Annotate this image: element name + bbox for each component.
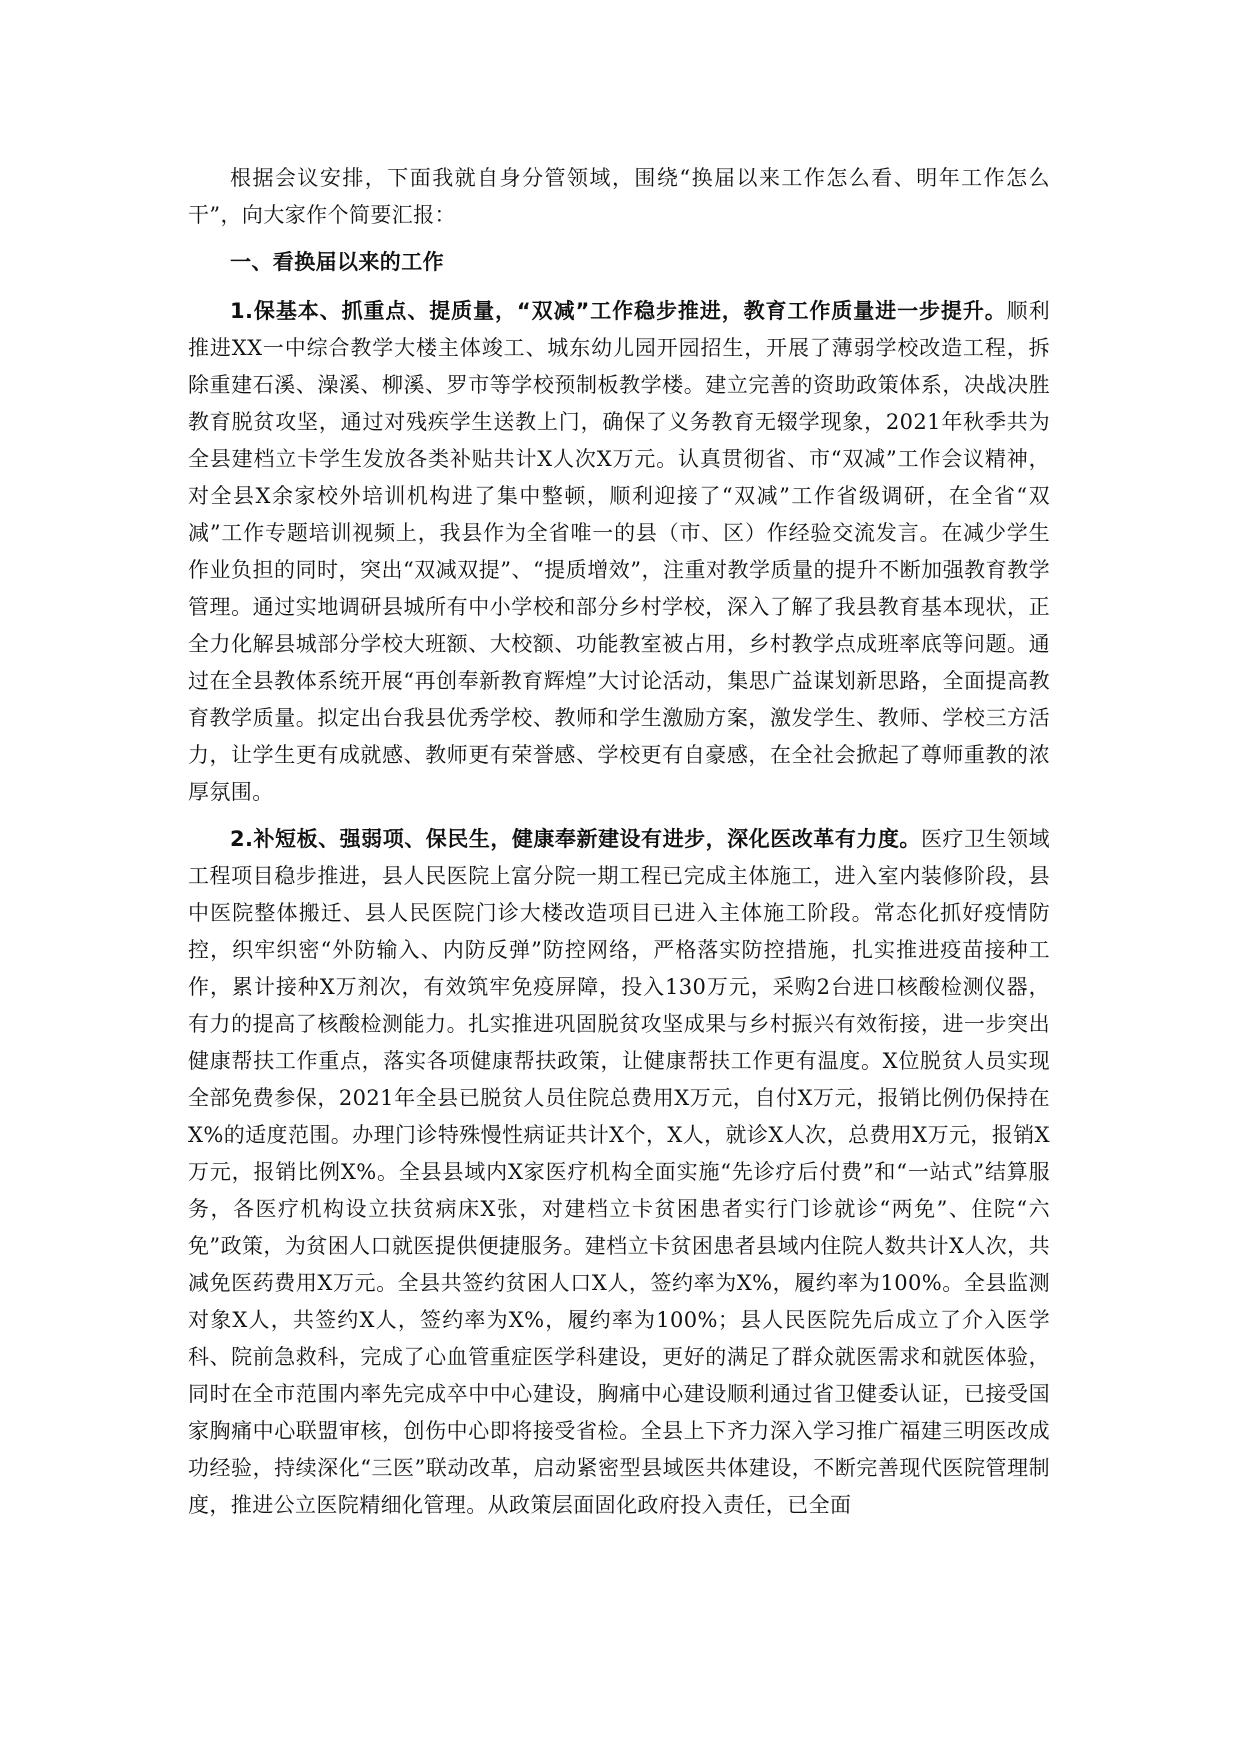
section-heading-1: 一、看换届以来的工作 [230,250,444,274]
intro-paragraph: 根据会议安排，下面我就自身分管领域，围绕“换届以来工作怎么看、明年工作怎么干”，向大家作个简要汇报： [188,166,1050,227]
item-1-body: 顺利推进XX一中综合教学大楼主体竣工、城东幼儿园开园招生，开展了薄弱学校改造工程，拆除重建石溪、澡溪、柳溪、罗市等学校预制板教学楼。建立完善的资助政策体系，决战决胜教育脱贫攻坚，通过对残疾学生送教上门，确保了义务教育无辍学现象，2021年秋季共为全县建档立卡学生发放各类补贴共计X人次X万元。认真贯彻省、市“双减”工作会议精神，对全县X余家校外培训机构进了集中整顿，顺利迎接了“双减”工作省级调研，在全省“双减”工作专题培训视频上，我县作为全省唯一的县（市、区）作经验交流发言。在减少学生作业负担的同时，突出“双减双提”、“提质增效”，注重对教学质量的提升不断加强教育教学管理。通过实地调研县城所有中小学校和部分乡村学校，深入了解了我县教育基本现状，正全力化解县城部分学校大班额、大校额、功能教室被占用，乡村教学点成班率底等问题。通过在全县教体系统开展“再创奉新教育辉煌”大讨论活动，集思广益谋划新思路，全面提高教育教学质量。拟定出台我县优秀学校、教师和学生激励方案，激发学生、教师、学校三方活力，让学生更有成就感、教师更有荣誉感、学校更有自豪感，在全社会掀起了尊师重教的浓厚氛围。 [188,299,1050,804]
item-2-lead: 2.补短板、强弱项、保民生，健康奉新建设有进步，深化医改革有力度。 [230,827,921,851]
item-2-body: 医疗卫生领域工程项目稳步推进，县人民医院上富分院一期工程已完成主体施工，进入室内装修阶段，县中医院整体搬迁、县人民医院门诊大楼改造项目已进入主体施工阶段。常态化抓好疫情防控，织牢织密“外防输入、内防反弹”防控网络，严格落实防控措施，扎实推进疫苗接种工作，累计接种X万剂次，有效筑牢免疫屏障，投入130万元，采购2台进口核酸检测仪器，有力的提高了核酸检测能力。扎实推进巩固脱贫攻坚成果与乡村振兴有效衔接，进一步突出健康帮扶工作重点，落实各项健康帮扶政策，让健康帮扶工作更有温度。X位脱贫人员实现全部免费参保，2021年全县已脱贫人员住院总费用X万元，自付X万元，报销比例仍保持在X%的适度范围。办理门诊特殊慢性病证共计X个，X人，就诊X人次，总费用X万元，报销X万元，报销比例X%。全县县域内X家医疗机构全面实施“先诊疗后付费”和“一站式”结算服务，各医疗机构设立扶贫病床X张，对建档立卡贫困患者实行门诊就诊“两免”、住院“六免”政策，为贫困人口就医提供便捷服务。建档立卡贫困患者县域内住院人数共计X人次，共减免医药费用X万元。全县共签约贫困人口X人，签约率为X%，履约率为100%。全县监测对象X人，共签约X人，签约率为X%，履约率为100%；县人民医院先后成立了介入医学科、院前急救科，完成了心血管重症医学科建设，更好的满足了群众就医需求和就医体验，同时在全市范围内率先完成卒中中心建设，胸痛中心建设顺利通过省卫健委认证，已接受国家胸痛中心联盟审核，创伤中心即将接受省检。全县上下齐力深入学习推广福建三明医改成功经验，持续深化“三医”联动改革，启动紧密型县域医共体建设，不断完善现代医院管理制度，推进公立医院精细化管理。从政策层面固化政府投入责任，已全面 [188,827,1050,1517]
item-1-lead: 1.保基本、抓重点、提质量，“双减”工作稳步推进，教育工作质量进一步提升。 [230,299,1007,323]
document-page [188,160,1050,1534]
item-1-paragraph [188,293,1050,811]
item-2-paragraph [188,821,1050,1524]
